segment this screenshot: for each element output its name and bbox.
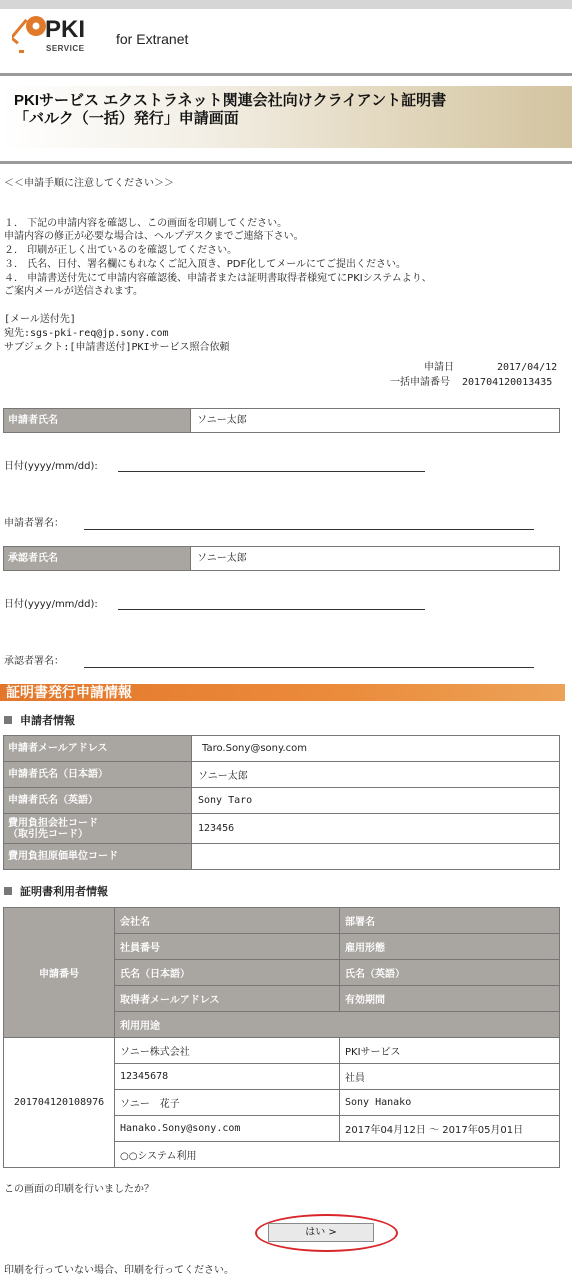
logo-text: PKI [45,16,86,43]
notice-step-2: ２． 印刷が正しく出ているのを確認してください。 [4,245,238,256]
purpose-value: ○○システム利用 [115,1142,560,1168]
logo-subtext: SERVICE [46,44,85,53]
mail-to[interactable]: 宛先:sgs-pki-req@jp.sony.com [4,328,169,339]
pki-logo [12,14,107,60]
approver-sign-line [84,667,534,668]
applicant-sign-label: 申請者署名： [4,518,64,529]
notice-step-4b: ご案内メールが送信されます。 [4,286,143,297]
yes-button[interactable]: はい > [268,1223,374,1242]
approver-name-value: ソニー太郎 [197,553,247,564]
application-date-value: 2017/04/12 [497,362,558,373]
table-row [4,814,560,844]
info-value [192,844,560,870]
header-subtitle: for Extranet [116,31,189,47]
approver-date-label: 日付(yyyy/mm/dd): [4,599,98,610]
user-info-title: 証明書利用者情報 [20,885,108,898]
application-date-label: 申請日 [424,362,454,373]
table-row [4,844,560,870]
cert-section-title: 証明書発行申請情報 [6,684,132,700]
table-row [4,736,560,762]
applicant-email-value: Taro.Sony@sony.com [202,743,308,754]
applicant-sign-line [84,529,534,530]
applicant-date-label: 日付(yyyy/mm/dd): [4,461,98,472]
table-row [4,908,560,934]
employee-no-value: 12345678 [115,1064,340,1090]
header-divider [0,73,572,76]
info-label: 費用負担会社コード （取引先コード） [4,814,192,844]
table-row [4,1038,560,1064]
info-value: 123456 [192,814,560,844]
info-label: 費用負担原価単位コード [4,844,192,870]
info-value [192,736,560,762]
department-value: PKIサービス [340,1038,560,1064]
print-note: 印刷を行っていない場合、印刷を行ってください。 [4,1265,234,1276]
applicant-date-line [118,471,425,472]
header-purpose: 利用用途 [115,1012,560,1038]
approver-name-row [3,546,560,571]
info-value: Sony Taro [192,788,560,814]
square-bullet-icon [4,887,12,895]
info-value: ソニー太郎 [192,762,560,788]
mail-label: [メール送付先] [4,314,76,325]
validity-value: 2017年04月12日 ～ 2017年05月01日 [340,1116,560,1142]
header-employee-no: 社員番号 [115,934,340,960]
square-bullet-icon [4,716,12,724]
approver-name-label: 承認者氏名 [4,547,191,570]
page-title-line1: PKIサービス エクストラネット関連会社向けクライアント証明書 [14,92,447,109]
notice-step-1: １． 下記の申請内容を確認し、この画面を印刷してください。 [4,218,288,229]
table-row [4,762,560,788]
page-title [14,92,446,128]
applicant-info-heading [4,712,75,728]
header-company: 会社名 [115,908,340,934]
print-question: この画面の印刷を行いましたか？ [4,1184,154,1195]
table-row [4,788,560,814]
applicant-info-table [3,735,560,870]
header-employment-type: 雇用形態 [340,934,560,960]
bulk-number-value: 201704120013435 [462,377,553,388]
header-validity: 有効期間 [340,986,560,1012]
applicant-info-title: 申請者情報 [20,714,75,727]
header-email: 取得者メールアドレス [115,986,340,1012]
notice-heading: ＜＜申請手順に注意してください＞＞ [4,178,174,189]
approver-date-line [118,609,425,610]
header-department: 部署名 [340,908,560,934]
applicant-name-row [3,408,560,433]
banner-divider [0,161,572,164]
employment-type-value: 社員 [340,1064,560,1090]
info-label: 申請者メールアドレス [4,736,192,762]
header-name-ja: 氏名（日本語） [115,960,340,986]
bulk-number-label: 一括申請番号 [390,377,450,388]
email-value: Hanako.Sony@sony.com [115,1116,340,1142]
header-name-en: 氏名（英語） [340,960,560,986]
cert-section-header [0,684,565,701]
cert-user-table [3,907,560,1168]
app-number-header: 申請番号 [4,908,115,1038]
info-label: 申請者氏名（日本語） [4,762,192,788]
approver-sign-label: 承認者署名： [4,656,64,667]
company-value: ソニー株式会社 [115,1038,340,1064]
mail-subject: サブジェクト:[申請書送付]PKIサービス照合依頼 [4,342,230,353]
top-bar [0,0,572,9]
info-label: 申請者氏名（英語） [4,788,192,814]
notice-step-4: ４． 申請書送付先にて申請内容確認後、申請者または証明書取得者様宛てにPKIシステムより、 [4,273,432,284]
page-title-line2: 「バルク（一括）発行」申請画面 [14,110,239,127]
notice-step-3: ３． 氏名、日付、署名欄にもれなくご記入頂き、PDF化してメールにてご提出ください。 [4,259,407,270]
applicant-name-value: ソニー太郎 [197,415,247,426]
name-en-value: Sony Hanako [340,1090,560,1116]
notice-step-1b: 申請内容の修正が必要な場合は、ヘルプデスクまでご連絡下さい。 [4,231,304,242]
app-number-value: 201704120108976 [4,1038,115,1168]
applicant-name-label: 申請者氏名 [4,409,191,432]
user-info-heading [4,883,108,899]
name-ja-value: ソニー 花子 [115,1090,340,1116]
